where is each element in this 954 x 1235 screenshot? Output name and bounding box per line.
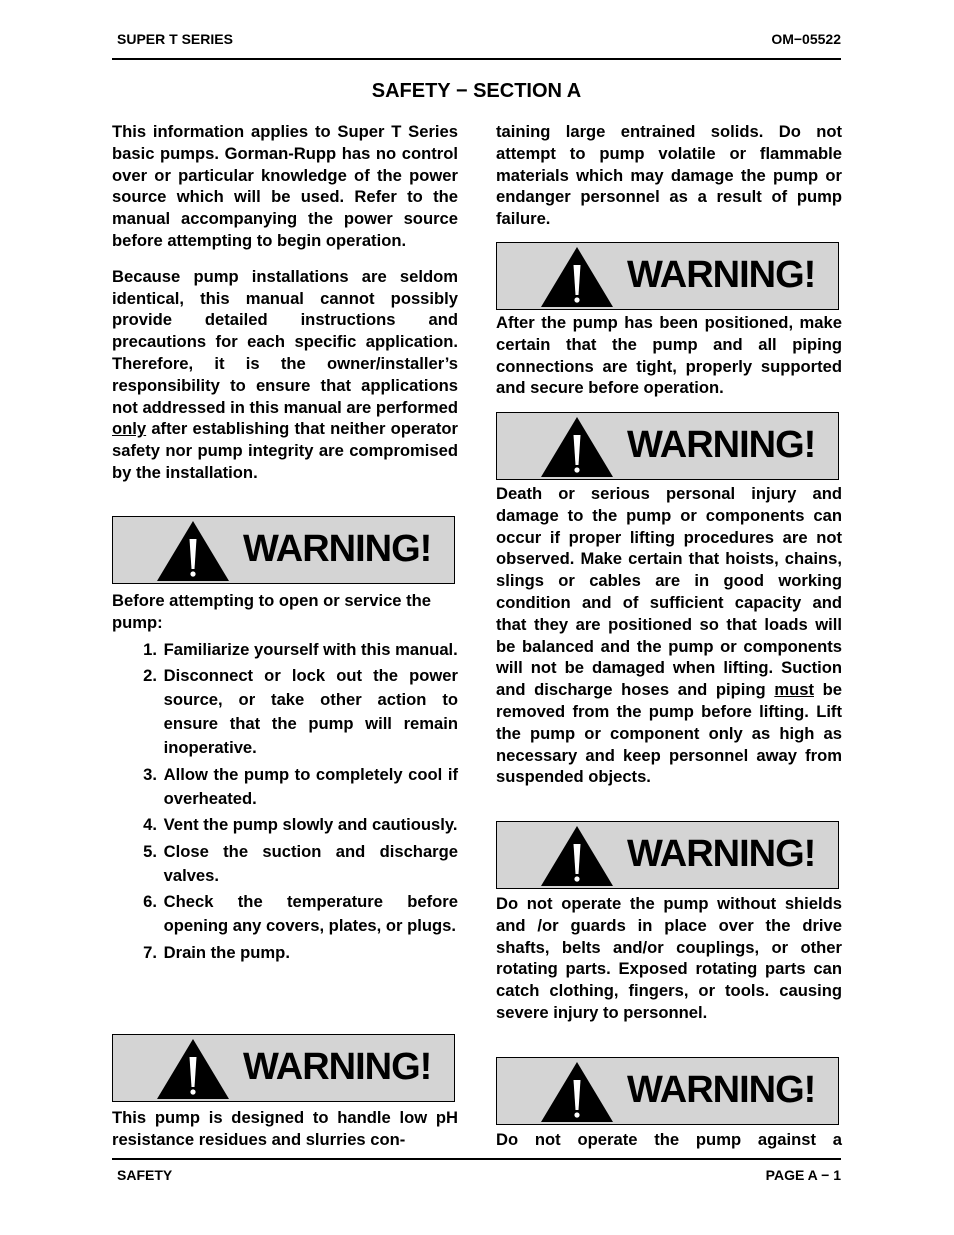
warning-triangle-icon bbox=[539, 824, 615, 888]
warning-triangle-icon bbox=[539, 415, 615, 479]
list-item: 4. Vent the pump slowly and cautiously. bbox=[143, 815, 458, 835]
list-item: 1. Familiarize yourself with this manual. bbox=[143, 639, 458, 659]
list-item: 7. Drain the pump. bbox=[143, 942, 290, 962]
section-title: SAFETY − SECTION A bbox=[371, 80, 582, 102]
warning-box-6 bbox=[496, 1057, 839, 1125]
positioning-paragraph: After the pump has been positioned, make certain that the pump and all piping connections are tight, properly supported and secure before operation. bbox=[496, 313, 842, 398]
footer-page-number: PAGE A − 1 bbox=[765, 1167, 841, 1183]
service-steps-list bbox=[112, 638, 458, 965]
warning-box-3 bbox=[496, 242, 839, 310]
right-column-2 bbox=[496, 312, 842, 399]
right-column-5 bbox=[496, 1129, 842, 1151]
right-column bbox=[496, 121, 842, 230]
warning-label: WARNING! bbox=[627, 1069, 816, 1111]
list-item: 6. Check the temperature before opening any covers, plates, or plugs. bbox=[143, 892, 458, 936]
warning-triangle-icon bbox=[539, 245, 615, 309]
footer-section: SAFETY bbox=[117, 1167, 173, 1183]
warning-box-4 bbox=[496, 412, 839, 480]
lifting-paragraph: Death or serious personal injury and damage to the pump or components can occur if proper lifting procedures are not observed. Make certain that hoists, chains, slings or cables are in good working condition and of sufficient capacity and that they are positioned so that loads will be balanced and the pump or components will not be damaged when lifting. Suction and discharge hoses and piping must be removed from the pump before lifting. Lift the pump or component only as high as necessary and keep personnel away from suspended objects. bbox=[496, 484, 842, 787]
left-column-lower bbox=[112, 590, 458, 967]
against-paragraph: Do not operate the pump against a bbox=[496, 1130, 842, 1149]
header-rule bbox=[112, 58, 841, 60]
footer-rule bbox=[112, 1158, 841, 1160]
warning-triangle-icon bbox=[155, 519, 231, 583]
warning-label: WARNING! bbox=[627, 254, 816, 296]
warning-label: WARNING! bbox=[627, 424, 816, 466]
solids-paragraph: taining large entrained solids. Do not attempt to pump volatile or flammable materials which may damage the pump or endanger personnel as a result of pump failure. bbox=[496, 122, 842, 229]
warning-box-2 bbox=[112, 1034, 455, 1102]
warning-triangle-icon bbox=[155, 1037, 231, 1101]
guards-paragraph: Do not operate the pump without shields and /or guards in place over the drive shafts, belts and/or couplings, or other rotating parts. Exposed rotating parts can catch clothing, fingers, or tools. causing severe injury to personnel. bbox=[496, 894, 842, 1022]
warning-label: WARNING! bbox=[243, 1046, 432, 1088]
left-column-bottom bbox=[112, 1107, 458, 1151]
ph-paragraph: This pump is designed to handle low pH resistance residues and slurries con- bbox=[112, 1108, 458, 1149]
left-column bbox=[112, 121, 458, 484]
list-item: 5. Close the suction and discharge valves. bbox=[143, 841, 458, 885]
installation-paragraph: Because pump installations are seldom identical, this manual cannot possibly provide detailed instructions and precautions for each specific application. Therefore, it is the owner/installer’s responsibility to ensure that applications not addressed in this manual are performed only after establishing that neither operator safety nor pump integrity are compromised by the installation. bbox=[112, 266, 458, 482]
intro-paragraph: This information applies to Super T Series basic pumps. Gorman-Rupp has no control over or particular knowledge of the power source which will be used. Refer to the manual accompanying the power source before attempting to begin operation. bbox=[112, 122, 458, 250]
list-item: 3. Allow the pump to completely cool if overheated. bbox=[143, 764, 458, 808]
right-column-3 bbox=[496, 483, 842, 788]
header-series: SUPER T SERIES bbox=[117, 31, 233, 47]
warning-label: WARNING! bbox=[243, 528, 432, 570]
list-item: 2. Disconnect or lock out the power source, or take other action to ensure that the pump will remain inoperative. bbox=[143, 666, 458, 758]
warning-label: WARNING! bbox=[627, 833, 816, 875]
header-doc-number: OM−05522 bbox=[771, 31, 841, 47]
right-column-4 bbox=[496, 893, 842, 1024]
service-intro: Before attempting to open or service the pump: bbox=[112, 591, 432, 632]
warning-triangle-icon bbox=[539, 1060, 615, 1124]
warning-box-5 bbox=[496, 821, 839, 889]
warning-box-1 bbox=[112, 516, 455, 584]
